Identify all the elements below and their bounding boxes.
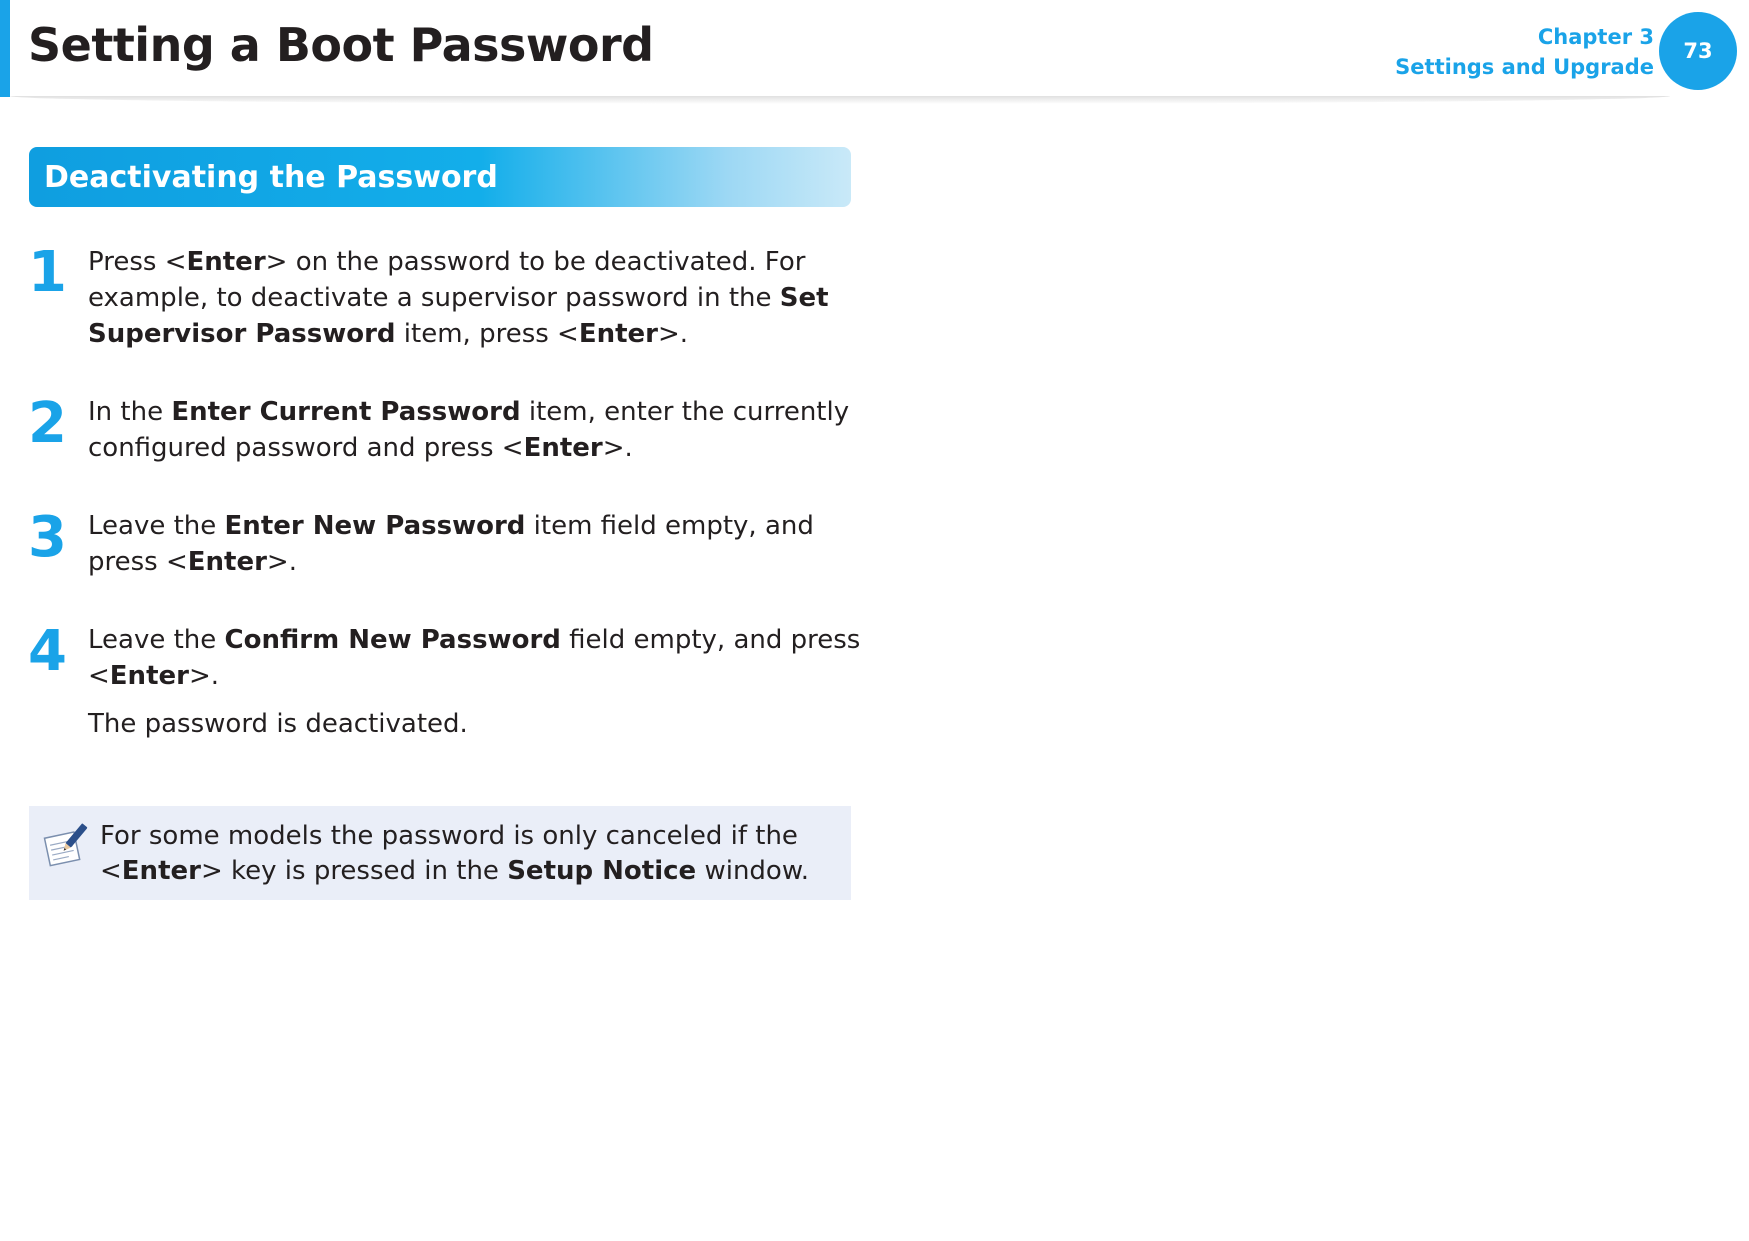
step-number-3: 3 xyxy=(28,505,67,570)
step-text-2: In the Enter Current Password item, enter the currently configured password and press <Enter>. xyxy=(88,397,850,463)
chapter-label xyxy=(1395,22,1654,82)
section-heading xyxy=(29,147,851,207)
page-title: Setting a Boot Password xyxy=(28,18,654,72)
chapter-number: Chapter 3 xyxy=(1537,25,1654,49)
step-text-1: Press <Enter> on the password to be deactivated. For example, to deactivate a supervisor password in the Set Supervisor Password item, press <Enter>. xyxy=(88,247,829,349)
step-number-1: 1 xyxy=(28,240,67,305)
result-text: The password is deactivated. xyxy=(88,709,468,739)
step-number-4: 4 xyxy=(28,619,67,684)
note-text: For some models the password is only canceled if the <Enter> key is pressed in the Setup Notice window. xyxy=(100,821,809,886)
chapter-title: Settings and Upgrade xyxy=(1395,55,1654,79)
note-pencil-icon xyxy=(41,820,91,870)
step-number-2: 2 xyxy=(28,391,67,456)
page-number-badge: 73 xyxy=(1659,12,1737,90)
header-accent-bar xyxy=(0,0,10,97)
step-text-4: Leave the Confirm New Password field empty, and press <Enter>. xyxy=(88,625,861,691)
step-text-3: Leave the Enter New Password item field empty, and press <Enter>. xyxy=(88,511,814,577)
section-title: Deactivating the Password xyxy=(44,159,498,195)
note-box xyxy=(29,806,851,900)
header-divider xyxy=(10,96,1670,104)
